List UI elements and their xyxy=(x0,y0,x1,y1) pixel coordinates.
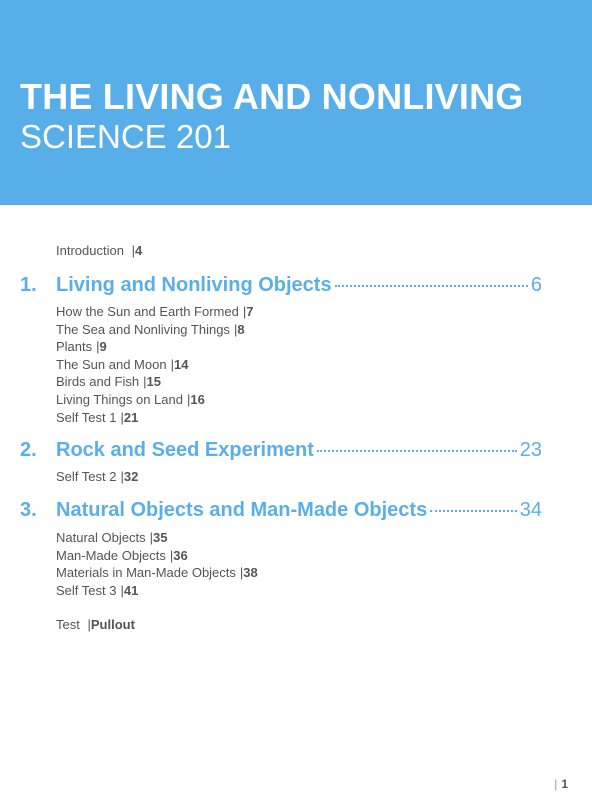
lesson-page: | 15 xyxy=(139,374,161,389)
lesson-page: | 32 xyxy=(116,469,138,484)
lesson-label: Self Test 1 xyxy=(56,409,117,425)
lesson-item[interactable] xyxy=(56,564,258,582)
lesson-item[interactable] xyxy=(56,356,253,374)
toc-test-page: | Pullout xyxy=(83,617,134,632)
unit-2-lessons xyxy=(56,468,138,486)
lesson-label: Living Things on Land xyxy=(56,391,183,407)
unit-number: 2. xyxy=(20,439,37,461)
lesson-page: | 41 xyxy=(116,583,138,598)
lesson-item[interactable] xyxy=(56,468,138,486)
lesson-page: | 8 xyxy=(230,322,245,337)
unit-1-heading[interactable] xyxy=(20,274,542,297)
footer-divider: | xyxy=(554,777,558,791)
lesson-item[interactable] xyxy=(56,338,253,356)
page-footer xyxy=(554,777,568,791)
toc-intro-label: Introduction xyxy=(56,243,124,258)
footer-page-number: 1 xyxy=(561,777,568,791)
unit-title: Living and Nonliving Objects xyxy=(56,274,332,296)
lesson-page: | 16 xyxy=(183,392,205,407)
dot-leader xyxy=(335,285,528,287)
lesson-page: | 36 xyxy=(166,548,188,563)
lesson-label: The Sea and Nonliving Things xyxy=(56,321,230,337)
unit-number: 1. xyxy=(20,274,37,296)
lesson-item[interactable] xyxy=(56,582,258,600)
lesson-label: Man-Made Objects xyxy=(56,547,166,563)
unit-2-heading[interactable] xyxy=(20,439,542,462)
unit-title: Rock and Seed Experiment xyxy=(56,439,314,461)
toc-test-label: Test xyxy=(56,617,80,632)
lesson-item[interactable] xyxy=(56,409,253,427)
unit-page: 6 xyxy=(530,274,542,296)
lesson-item[interactable] xyxy=(56,547,258,565)
lesson-page: | 14 xyxy=(167,357,189,372)
lesson-label: Plants xyxy=(56,339,93,355)
lesson-page: | 9 xyxy=(92,339,107,354)
unit-number: 3. xyxy=(20,499,37,521)
toc-intro[interactable] xyxy=(56,243,142,258)
unit-3-lessons xyxy=(56,529,258,599)
lesson-item[interactable] xyxy=(56,373,253,391)
lesson-item[interactable] xyxy=(56,529,258,547)
lesson-item[interactable] xyxy=(56,391,253,409)
lesson-label: How the Sun and Earth Formed xyxy=(56,304,239,319)
lesson-label: Natural Objects xyxy=(56,530,146,545)
toc-intro-page: | 4 xyxy=(128,243,143,258)
lesson-page: | 38 xyxy=(236,565,258,580)
title-banner xyxy=(0,0,592,205)
unit-page: 23 xyxy=(519,439,542,461)
lesson-page: | 21 xyxy=(116,410,138,425)
lesson-page: | 35 xyxy=(146,530,168,545)
lesson-label: Self Test 2 xyxy=(56,469,117,484)
lesson-label: Birds and Fish xyxy=(56,374,140,390)
toc-test[interactable] xyxy=(56,617,135,632)
lesson-label: The Sun and Moon xyxy=(56,356,167,372)
dot-leader xyxy=(430,510,517,512)
lesson-label: Materials in Man-Made Objects xyxy=(56,565,236,581)
unit-3-heading[interactable] xyxy=(20,499,542,522)
page-title: THE LIVING AND NONLIVING xyxy=(20,76,524,117)
dot-leader xyxy=(317,450,517,452)
lesson-label: Self Test 3 xyxy=(56,582,117,598)
lesson-item[interactable] xyxy=(56,303,253,321)
unit-1-lessons xyxy=(56,303,253,426)
lesson-page: | 7 xyxy=(239,304,254,319)
unit-page: 34 xyxy=(519,499,542,521)
course-code: SCIENCE 201 xyxy=(20,118,231,155)
lesson-item[interactable] xyxy=(56,321,253,339)
unit-title: Natural Objects and Man-Made Objects xyxy=(56,499,428,521)
